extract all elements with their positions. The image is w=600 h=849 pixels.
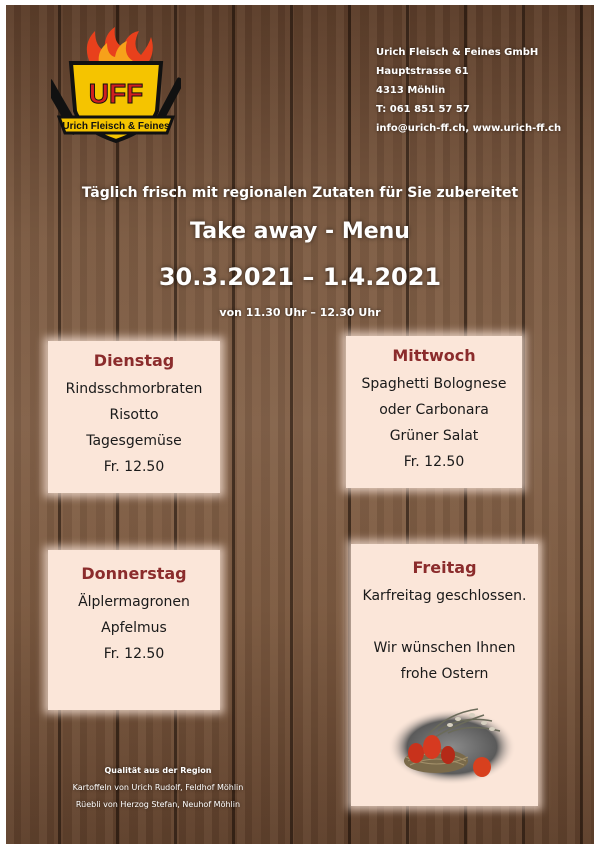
company-city: 4313 Möhlin [376, 85, 446, 96]
easter-wish: frohe Ostern [400, 666, 489, 682]
menu-line: Grüner Salat [389, 428, 479, 444]
footer-supplier: Rüebli von Herzog Stefan, Neuhof Möhlin [75, 800, 241, 809]
menu-price: Fr. 12.50 [403, 454, 465, 470]
date-range: 30.3.2021 – 1.4.2021 [158, 263, 442, 291]
day-heading: Freitag [412, 558, 477, 577]
menu-line: Apfelmus [101, 620, 167, 636]
menu-line: Risotto [109, 407, 159, 423]
footer-title: Qualität aus der Region [104, 766, 212, 775]
menu-line: oder Carbonara [379, 402, 489, 418]
day-heading: Mittwoch [392, 346, 476, 365]
menu-card-mittwoch [346, 336, 522, 488]
tagline: Täglich frisch mit regionalen Zutaten für Sie zubereitet [81, 185, 519, 201]
menu-card-donnerstag [48, 550, 220, 710]
opening-hours: von 11.30 Uhr – 12.30 Uhr [219, 306, 381, 319]
company-street: Hauptstrasse 61 [376, 66, 469, 77]
easter-eggs-image [388, 705, 516, 785]
closed-notice: Karfreitag geschlossen. [362, 588, 527, 604]
logo-text: UFF [88, 78, 144, 109]
egg-icon [423, 735, 441, 759]
menu-line: Spaghetti Bolognese [361, 376, 507, 392]
menu-price: Fr. 12.50 [103, 459, 165, 475]
uff-logo [51, 25, 181, 155]
page-title: Take away - Menu [190, 219, 410, 244]
company-name: Urich Fleisch & Feines GmbH [376, 47, 539, 58]
company-address [376, 43, 561, 138]
menu-line: Tagesgemüse [86, 433, 182, 449]
menu-line: Rindsschmorbraten [65, 381, 203, 397]
menu-line: Älplermagronen [78, 594, 190, 610]
egg-icon [408, 743, 424, 763]
egg-icon [473, 757, 491, 777]
logo-banner-text: Urich Fleisch & Feines [62, 121, 170, 132]
regional-quality-footer [6, 762, 310, 813]
company-contact: info@urich-ff.ch, www.urich-ff.ch [376, 123, 562, 134]
day-heading: Dienstag [93, 351, 175, 370]
day-heading: Donnerstag [81, 564, 187, 583]
flyer-page [6, 5, 594, 844]
footer-supplier: Kartoffeln von Urich Rudolf, Feldhof Möhlin [72, 783, 244, 792]
company-phone: T: 061 851 57 57 [376, 104, 470, 115]
egg-icon [441, 746, 455, 764]
easter-wish: Wir wünschen Ihnen [373, 640, 516, 656]
menu-price: Fr. 12.50 [103, 646, 165, 662]
menu-card-dienstag [48, 341, 220, 493]
